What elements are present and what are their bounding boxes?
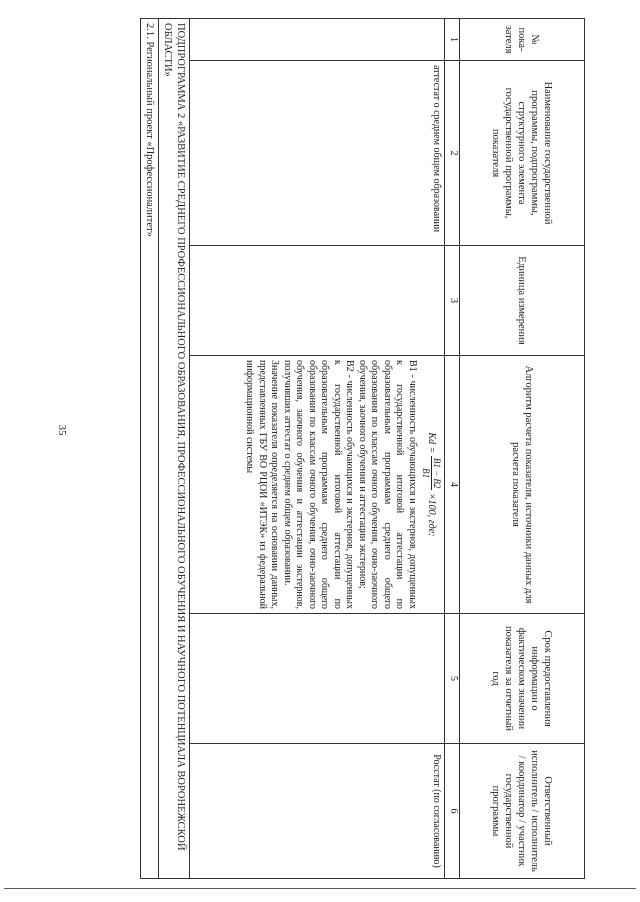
- subprogram-row: [159, 19, 190, 879]
- cell-indicator-name: аттестат о среднем общем образовании: [190, 61, 445, 246]
- header-deadline: Срок предоставления информации о фактическом значении показателя за отчетный год: [460, 614, 585, 744]
- header-responsible: Ответственный исполнитель / исполнитель / координатор / участник государственной программы: [460, 744, 585, 879]
- header-number: № пока-зателя: [460, 19, 585, 61]
- header-row: [460, 19, 585, 879]
- formula: [421, 360, 442, 609]
- cell-deadline: [190, 614, 445, 744]
- formula-fraction: [421, 456, 442, 491]
- col-number-1: 1: [445, 19, 460, 61]
- table-row: [190, 19, 445, 879]
- subprogram-title: ПОДПРОГРАММА 2 «РАЗВИТИЕ СРЕДНЕГО ПРОФЕССИОНАЛЬНОГО ОБРАЗОВАНИЯ, ПРОФЕССИОНАЛЬНОГО ОБУЧЕНИЯ И НАУЧНОГО ПОТЕНЦИАЛА ВОРОНЕЖСКОЙ ОБЛАСТИ»: [159, 19, 190, 879]
- cell-number: [190, 19, 445, 61]
- col-number-4: 4: [445, 356, 460, 614]
- b1-definition: B1 - численность обучающихся и экстернов, допущенных к государственной итоговой аттестации по образовательным программам среднего общего образования по классам очного обучения, очно-заочного обучения, заочного обучения и аттестации экстернов;: [357, 360, 418, 609]
- cell-algorithm: [190, 356, 445, 614]
- cell-unit: [190, 246, 445, 356]
- b2-definition: B2 - численность обучающихся и экстернов, допущенных к государственной итоговой аттестации по образовательным программам среднего общего образования по классам очного обучения, очно-заочного обучения, заочного обучения и аттестации экстернов, получивших аттестат о среднем общем образовании.: [282, 360, 356, 609]
- col-number-3: 3: [445, 246, 460, 356]
- page-bottom-divider: [4, 888, 636, 889]
- cell-responsible: Росстат (по согласованию): [190, 744, 445, 879]
- formula-rhs: ×100, где:: [426, 492, 438, 537]
- column-number-row: [445, 19, 460, 879]
- page-number: 35: [56, 424, 68, 436]
- col-number-5: 5: [445, 614, 460, 744]
- project-title: 2.1. Региональный проект «Профессионалитет»: [141, 19, 159, 879]
- data-source-note: Значение показателя определяется на основании данных, представленных ГБУ ВО РЦОИ «ИТЭК» из федеральной информационной системы: [244, 360, 281, 609]
- col-number-6: 6: [445, 744, 460, 879]
- indicator-table: [140, 18, 585, 879]
- header-algorithm: Алгоритм расчета показателя, источники данных для расчета показателя: [460, 356, 585, 614]
- header-name: Наименование государственной программы, подпрограммы, структурного элемента государственной программы, показателя: [460, 61, 585, 246]
- col-number-2: 2: [445, 61, 460, 246]
- project-row: [141, 19, 159, 879]
- formula-lhs: Kd =: [426, 432, 438, 454]
- rotated-table-sheet: [85, 18, 585, 878]
- formula-denominator: B1: [421, 468, 431, 479]
- formula-numerator: B1 − B2: [432, 457, 442, 489]
- header-unit: Единица измерения: [460, 246, 585, 356]
